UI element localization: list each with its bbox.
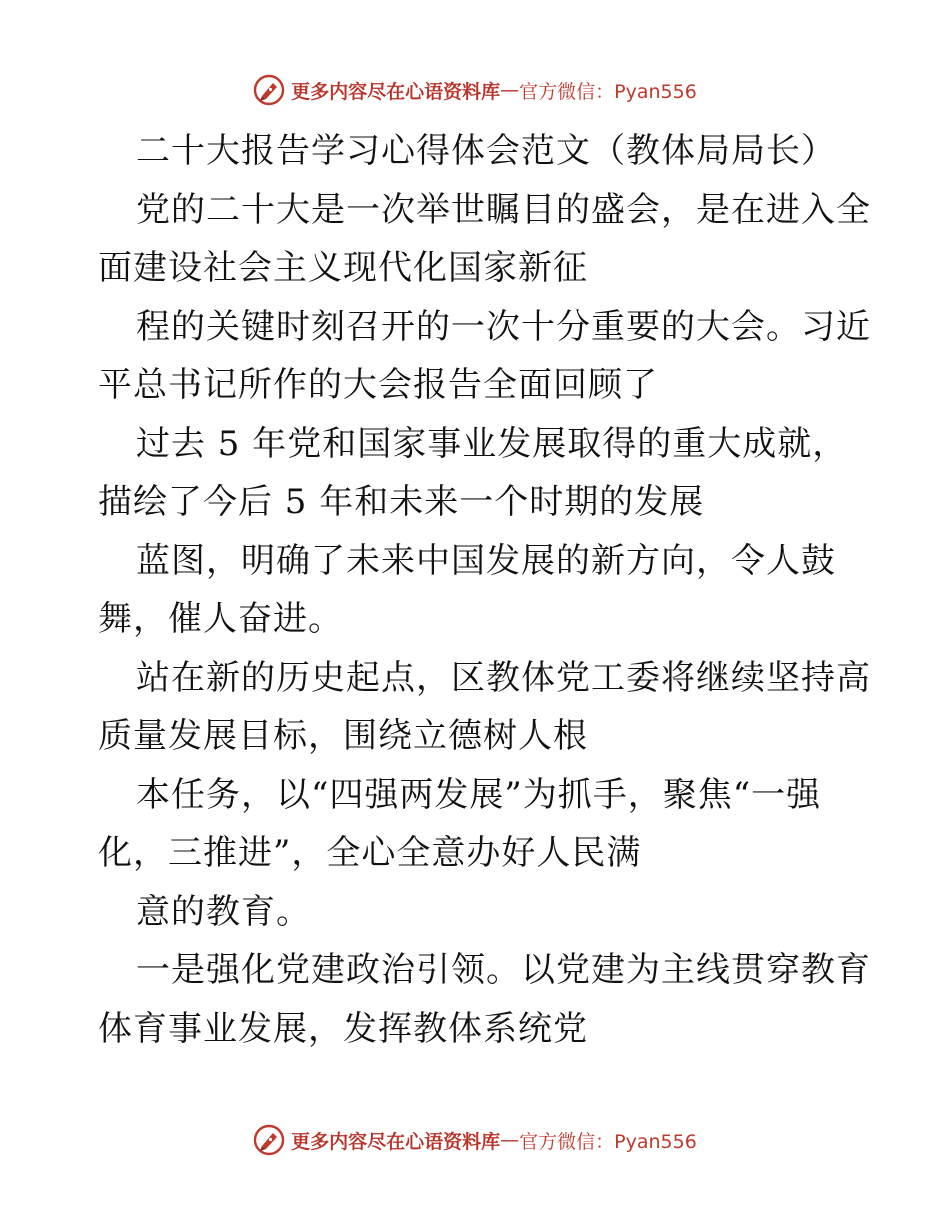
watermark-dash: — bbox=[500, 79, 520, 101]
document-line: 过去 5 年党和国家事业发展取得的重大成就， bbox=[136, 423, 848, 464]
document-line: 党的二十大是一次举世瞩目的盛会，是在进入全 bbox=[136, 189, 871, 230]
watermark-site-text: 更多内容尽在心语资料库 bbox=[291, 1130, 501, 1153]
watermark-site-text: 更多内容尽在心语资料库 bbox=[291, 80, 501, 103]
header-watermark bbox=[0, 70, 950, 110]
document-line: 化，三推进”，全心全意办好人民满 bbox=[98, 833, 642, 873]
document-body bbox=[98, 122, 871, 1058]
document-line: 舞，催人奋进。 bbox=[98, 599, 343, 639]
document-line: 质量发展目标，围绕立德树人根 bbox=[98, 716, 588, 756]
document-line: 体育事业发展，发挥教体系统党 bbox=[98, 1008, 588, 1049]
watermark-dash: — bbox=[500, 1129, 520, 1151]
document-line: 站在新的历史起点，区教体党工委将继续坚持高 bbox=[136, 657, 871, 698]
document-line: 二十大报告学习心得体会范文（教体局局长） bbox=[136, 131, 836, 171]
document-line: 程的关键时刻召开的一次十分重要的大会。习近 bbox=[136, 306, 871, 347]
footer-watermark bbox=[0, 1120, 950, 1160]
pen-nib-logo-icon bbox=[253, 74, 285, 106]
document-line: 意的教育。 bbox=[136, 891, 311, 932]
document-line: 面建设社会主义现代化国家新征 bbox=[98, 248, 588, 288]
watermark-contact-text: 官方微信：Pyan556 bbox=[519, 1130, 697, 1153]
document-line: 本任务，以“四强两发展”为抓手，聚焦“一强 bbox=[136, 774, 822, 815]
document-line: 一是强化党建政治引领。以党建为主线贯穿教育 bbox=[136, 950, 871, 990]
pen-nib-logo-icon bbox=[253, 1124, 285, 1156]
document-line: 平总书记所作的大会报告全面回顾了 bbox=[98, 365, 658, 405]
watermark-contact-text: 官方微信：Pyan556 bbox=[519, 80, 697, 103]
document-line: 蓝图，明确了未来中国发展的新方向，令人鼓 bbox=[136, 540, 836, 581]
document-line: 描绘了今后 5 年和未来一个时期的发展 bbox=[98, 482, 705, 522]
